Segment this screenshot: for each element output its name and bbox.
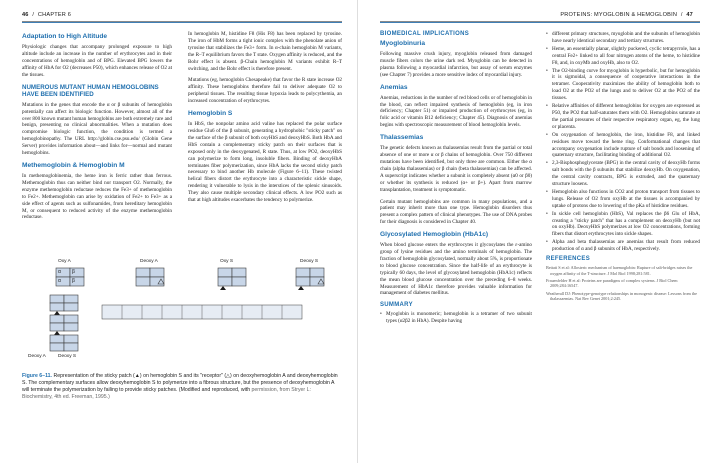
right-page <box>358 0 715 463</box>
paragraph-methemoglobin: In methemoglobinemia, the heme iron is ferric rather than ferrous. Methemoglobin thus can neither bind nor transport O2. Normally, the enzyme methemoglobin reductase reduces the Fe3+ of methemoglobin to Fe2+. Methemoglobin can arise by oxidation of Fe2+ to Fe3+ as a side effect of agents such as sulfonamides, from hereditary hemoglobin M, or consequent to reduced activity of the enzyme methemoglobin reductase. <box>22 172 172 221</box>
heading-myoglobinuria: Myoglobinuria <box>380 40 426 47</box>
paragraph-polycythemia: Mutations (eg, hemoglobin Chesapeake) that favor the R state increase O2 affinity. These hemoglobins therefore fail to deliver adequate O2 to peripheral tissues. The resulting tissue hypoxia leads to polycythemia, an increased concentration of erythrocytes. <box>188 77 342 105</box>
paragraph-myoglobinuria: Following massive crush injury, myoglobin released from damaged muscle fibers colors the urine dark red. Myoglobin can be detected in plasma following a myocardial infarction, but assay of serum enzymes (see Chapter 7) provides a more sensitive index of myocardial injury. <box>380 51 532 78</box>
deoxy-s-tetramer <box>296 268 324 290</box>
left-column-2 <box>188 31 342 209</box>
paragraph-adaptation: Physiologic changes that accompany prolonged exposure to high altitude include an increase in the number of erythrocytes and in their concentrations of hemoglobin and of BPG. Elevated BPG lowers the affinity of HbA for O2 (decreases P50), which enhances release of O2 at the tissues. <box>22 44 172 78</box>
figure-label-oxy-a: Oxy A <box>58 259 71 264</box>
left-page-number: 46 <box>22 12 29 18</box>
figure-label-oxy-s: Oxy S <box>220 259 234 264</box>
summary-item: • The O2-binding curve for myoglobin is hyperbolic, but for hemoglobin it is sigmoidal, a consequence of cooperative interactions in the tetramer. Cooperativity maximizes the ability of hemoglobin both to load O2 at the PO2 of the lungs and to deliver O2 at the PO2 of the tissues. <box>546 68 700 103</box>
subunit-beta-1: β <box>72 269 75 275</box>
deoxy-s-polymer-chain <box>50 295 78 351</box>
header-accent-rule-right <box>380 22 700 23</box>
summary-list <box>380 311 532 325</box>
header-separator: / <box>32 12 35 18</box>
figure-6-11 <box>22 259 342 359</box>
section-biomedical: BIOMEDICAL IMPLICATIONS <box>380 31 470 37</box>
left-column-1 <box>22 31 172 226</box>
summary-item: • On oxygenation of hemoglobin, the iron, histidine F8, and linked residues move toward the heme ring. Conformational changes that accompany oxygenation include rupture of salt bonds and loosening of quaternary structure, facilitating binding of additional O2. <box>546 132 700 160</box>
running-title: PROTEINS: MYOGLOBIN & HEMOGLOBIN <box>560 12 678 18</box>
heading-anemias: Anemias <box>380 83 408 91</box>
figure-label-deoxy-s: Deoxy S <box>300 259 319 264</box>
right-column-2 <box>546 31 700 304</box>
right-column-1 <box>380 31 532 326</box>
figure-credit: permission, from Stryer L: Biochemistry, 4th ed. Freeman, 1995.) <box>22 387 311 400</box>
summary-list-continued <box>546 31 700 253</box>
right-page-number: 47 <box>686 12 693 18</box>
figure-label-bottom-deoxy-s: Deoxy S <box>58 354 77 359</box>
paragraph-anemias: Anemias, reductions in the number of red blood cells or of hemoglobin in the blood, can reflect impaired synthesis of hemoglobin (eg, in iron deficiency; Chapter 51) or impaired production of erythrocytes (eg, in folic acid or vitamin B12 deficiency; Chapter 45). Diagnosis of anemias begins with spectroscopic measurement of blood hemoglobin levels. <box>380 94 532 129</box>
subunit-alpha-2: α <box>58 278 61 284</box>
figure-number: Figure 6–11. <box>22 373 52 379</box>
reference-item: Weatherall DJ: Phenotype-genotype relationships in monogenic disease: Lessons from the thalassaemias. Nat Rev Genet 2001;2:245. <box>546 290 697 302</box>
figure-caption <box>22 373 342 401</box>
heading-thalassemias: Thalassemias <box>380 134 424 142</box>
chapter-label: CHAPTER 6 <box>37 12 72 18</box>
figure-caption-text: Representation of the sticky patch (▲) on hemoglobin S and its "receptor" (△) on deoxyhemoglobin A and deoxyhemoglobin S. The complementary surfaces allow deoxyhemoglobin S to polymerize into a fibrous structure, but the presence of deoxyhemoglobin A will terminate the polymerization by failing to provide sticky patches. (Modified and reproduced, with <box>22 373 338 393</box>
heading-mutant-hemoglobins: NUMEROUS MUTANT HUMAN HEMOGLOBINS HAVE BEEN IDENTIFIED <box>22 83 159 99</box>
subunit-alpha-1: α <box>58 269 61 275</box>
paragraph-hemoglobin-s: In HbS, the nonpolar amino acid valine has replaced the polar surface residue Glu6 of the β subunit, generating a hydrophobic "sticky patch" on the surface of the β subunit of both oxyHbS and deoxyHbS. Both HbA and HbS contain a complementary sticky patch on their surfaces that is exposed only in the deoxygenated, R state. Thus, at low PO2, deoxyHbS can polymerize to form long, insoluble fibers. Binding of deoxyHbA terminates fiber polymerization, since HbA lacks the second sticky patch necessary to bind another Hb molecule (Figure 6–11). These twisted helical fibers distort the erythrocyte into a characteristic sickle shape, rendering it vulnerable to lysis in the interstices of the splenic sinusoids. They also cause multiple secondary clinical effects. A low PO2 such as that at high altitudes exacerbates the tendency to polymerize. <box>188 121 342 204</box>
oxy-s-tetramer <box>218 268 246 290</box>
hemoglobin-fiber <box>102 305 302 319</box>
section-summary: SUMMARY <box>380 302 413 309</box>
header-accent-rule <box>22 22 342 23</box>
subunit-beta-2: β <box>72 278 75 284</box>
heading-hemoglobin-s: Hemoglobin S <box>188 110 233 118</box>
paragraph-thalassemias-2: Certain mutant hemoglobins are common in many populations, and a patient may inherit more than one type. Hemoglobin disorders thus present a complex pattern of clinical phenotypes. The use of DNA probes for their diagnosis is considered in Chapter 40. <box>380 198 532 226</box>
heading-methemoglobin: Methemoglobin & Hemoglobin M <box>22 161 125 169</box>
deoxy-a-tetramer <box>136 268 164 286</box>
reference-item: Bettati S et al: Allosteric mechanism of haemoglobin: Rupture of salt-bridges raises the oxygen affinity of the T-structure. J Mol Biol 1998;281:581. <box>546 265 693 276</box>
paragraph-thalassemias: The genetic defects known as thalassemias result from the partial or total absence of one or more α or β chains of hemoglobin. Over 750 different mutations have been identified, but only three are common. Either the α chain (alpha thalassemias) or β chain (beta thalassemias) can be affected. A superscript indicates whether a subunit is completely absent (α0 or β0) or whether its synthesis is reduced (α+ or β+). Apart from marrow transplantation, treatment is symptomatic. <box>380 145 532 193</box>
left-page-header <box>22 12 71 18</box>
summary-item: • Hemoglobin also functions in CO2 and proton transport from tissues to lungs. Release of O2 from oxyHb at the tissues is accompanied by uptake of protons due to lowering of the pKa of histidine residues. <box>546 189 700 210</box>
paragraph-mutant-hemoglobins: Mutations in the genes that encode the α or β subunits of hemoglobin potentially can affect its biologic function. However, almost all of the over 800 known mutant human hemoglobins are both extremely rare and benign, presenting no clinical abnormalities. When a mutation does compromise biologic function, the condition is termed a hemoglobinopathy. The URL http://globin.cse.psu.edu/ (Globin Gene Server) provides information about—and links for—normal and mutant hemoglobins. <box>22 101 172 157</box>
right-page-header <box>560 12 693 18</box>
section-references: REFERENCES <box>546 256 591 263</box>
paragraph-hemoglobin-m: In hemoglobin M, histidine F8 (His F8) has been replaced by tyrosine. The iron of HbM forms a tight ionic complex with the phenolate anion of tyrosine that stabilizes the Fe3+ form. In α-chain hemoglobin M variants, the R–T equilibrium favors the T state. Oxygen affinity is reduced, and the Bohr effect is absent. β-Chain hemoglobin M variants exhibit R–T switching, and the Bohr effect is therefore present. <box>188 31 342 72</box>
summary-item: • Alpha and beta thalassemias are anemias that result from reduced production of α and β subunits of HbA, respectively. <box>546 239 700 253</box>
left-page <box>0 0 357 463</box>
summary-item: • different primary structures, myoglobin and the subunits of hemoglobin have nearly identical secondary and tertiary structures. <box>546 31 700 45</box>
summary-item: • Relative affinities of different hemoglobins for oxygen are expressed as P50, the PO2 that half-saturates them with O2. Hemoglobins saturate at the partial pressures of their respective respiratory organ, eg, the lung or placenta. <box>546 103 700 131</box>
reference-item: Frauenfelder H et al: Proteins are paradigms of complex systems. J Biol Chem 2009;284:16547. <box>546 277 678 289</box>
summary-item: • 2,3-Bisphosphoglycerate (BPG) in the central cavity of deoxyHb forms salt bonds with the β subunits that stabilize deoxyHb. On oxygenation, the central cavity contracts, BPG is extruded, and the quaternary structure loosens. <box>546 160 700 188</box>
header-separator-right: / <box>680 12 683 18</box>
summary-item: • Myoglobin is monomeric; hemoglobin is a tetramer of two subunit types (α2β2 in HbA). Despite having <box>380 311 532 325</box>
figure-label-deoxy-a: Deoxy A <box>140 259 158 264</box>
figure-label-bottom-deoxy-a: Deoxy A <box>28 354 46 359</box>
summary-item: • Heme, an essentially planar, slightly puckered, cyclic tetrapyrrole, has a central Fe2+ linked to all four nitrogen atoms of the heme, to histidine F8, and, in oxyMb and oxyHb, also to O2. <box>546 46 700 67</box>
sickle-polymer-diagram <box>22 259 342 359</box>
paragraph-hba1c: When blood glucose enters the erythrocytes it glycosylates the ε-amino group of lysine residues and the amino terminals of hemoglobin. The fraction of hemoglobin glycosylated, normally about 5%, is proportionate to blood glucose concentration. Since the half-life of an erythrocyte is typically 60 days, the level of glycosylated hemoglobin (HbA1c) reflects the mean blood glucose concentration over the preceding 6–8 weeks. Measurement of HbA1c therefore provides valuable information for management of diabetes mellitus. <box>380 242 532 297</box>
heading-hba1c: Glycosylated Hemoglobin (HbA1c) <box>380 231 489 239</box>
references-list <box>546 265 700 301</box>
summary-item: • In sickle cell hemoglobin (HbS), Val replaces the β6 Glu of HbA, creating a "sticky patch" that has a complement on deoxyHb (but not on oxyHb). DeoxyHbS polymerizes at low O2 concentrations, forming fibers that distort erythrocytes into sickle shapes. <box>546 211 700 239</box>
heading-adaptation: Adaptation to High Altitude <box>22 33 108 40</box>
